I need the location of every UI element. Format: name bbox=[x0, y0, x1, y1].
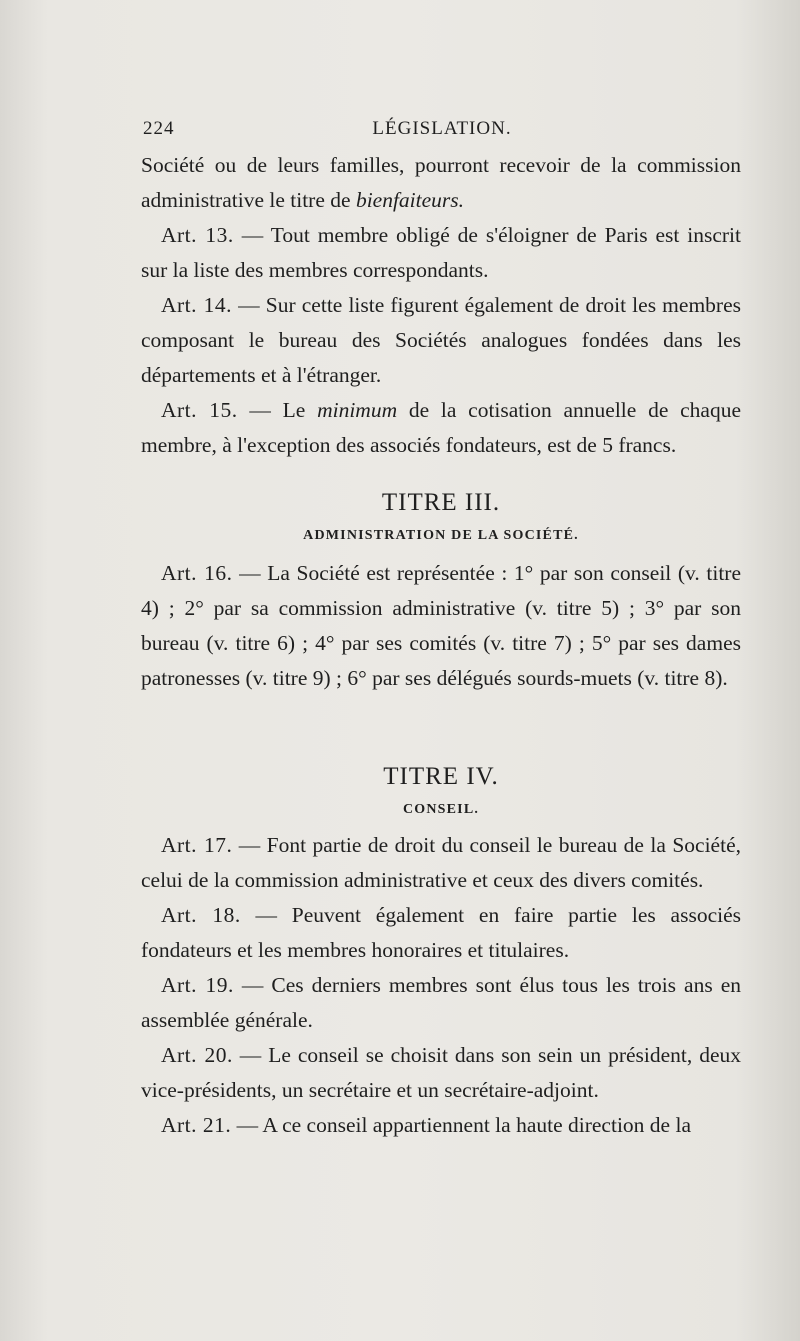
paragraph-art-20: Art. 20. — Le conseil se choisit dans son sein un président, deux vice-présidents, un secrétaire et un secrétaire-adjoint. bbox=[141, 1043, 741, 1102]
text-block-3 bbox=[141, 758, 741, 1143]
article-label: Art. 13. bbox=[161, 223, 234, 247]
article-label: Art. 14. bbox=[161, 293, 233, 317]
section-subtitle-4: CONSEIL. bbox=[402, 802, 480, 817]
paragraph-art-18: Art. 18. — Peuvent également en faire partie les associés fondateurs et les membres honoraires et titulaires. bbox=[141, 903, 741, 962]
text-block-2 bbox=[141, 484, 741, 696]
article-label: Art. 15. bbox=[161, 398, 238, 422]
paragraph-art-15: Art. 15. — Le minimum de la cotisation annuelle de chaque membre, à l'exception des associés fondateurs, est de 5 francs. bbox=[141, 398, 741, 457]
article-label: Art. 17. bbox=[161, 833, 233, 857]
italic-term: bienfaiteurs. bbox=[355, 188, 465, 212]
section-title-3: TITRE III. bbox=[381, 489, 501, 516]
paragraph-art-17: Art. 17. — Font partie de droit du conseil le bureau de la Société, celui de la commission administrative et ceux des divers comités. bbox=[141, 833, 741, 892]
paragraph-art-21: Art. 21. — A ce conseil appartiennent la haute direction de la bbox=[161, 1113, 691, 1137]
paragraph-art-13: Art. 13. — Tout membre obligé de s'éloigner de Paris est inscrit sur la liste des membres correspondants. bbox=[141, 223, 741, 282]
paragraph-art-19: Art. 19. — Ces derniers membres sont élus tous les trois ans en assemblée générale. bbox=[141, 973, 741, 1032]
article-label: Art. 16. bbox=[161, 561, 233, 585]
page-number: 224 bbox=[143, 118, 175, 139]
article-label: Art. 18. bbox=[161, 903, 241, 927]
article-label: Art. 21. bbox=[161, 1113, 232, 1137]
text-block-1 bbox=[141, 148, 741, 463]
italic-term: minimum bbox=[317, 398, 398, 422]
section-title-4: TITRE IV. bbox=[383, 763, 499, 790]
article-label: Art. 20. bbox=[161, 1043, 233, 1067]
paragraph-art-14: Art. 14. — Sur cette liste figurent également de droit les membres composant le bureau des Sociétés analogues fondées dans les départements et à l'étranger. bbox=[141, 293, 741, 387]
paragraph-art-16: Art. 16. — La Société est représentée : 1° par son conseil (v. titre 4) ; 2° par sa commission administrative (v. titre 5) ; 3° par son bureau (v. titre 6) ; 4° par ses comités (v. titre 7) ; 5° par ses dames patronesses (v. titre 9) ; 6° par ses délégués sourds-muets (v. titre 8). bbox=[141, 561, 741, 690]
paragraph-continuation: Société ou de leurs familles, pourront recevoir de la commission administrative le titre de bienfaiteurs. bbox=[141, 153, 741, 212]
section-subtitle-3: ADMINISTRATION DE LA SOCIÉTÉ. bbox=[303, 528, 579, 543]
article-label: Art. 19. bbox=[161, 973, 234, 997]
running-title: LÉGISLATION. bbox=[372, 118, 512, 139]
page-header bbox=[143, 116, 741, 146]
